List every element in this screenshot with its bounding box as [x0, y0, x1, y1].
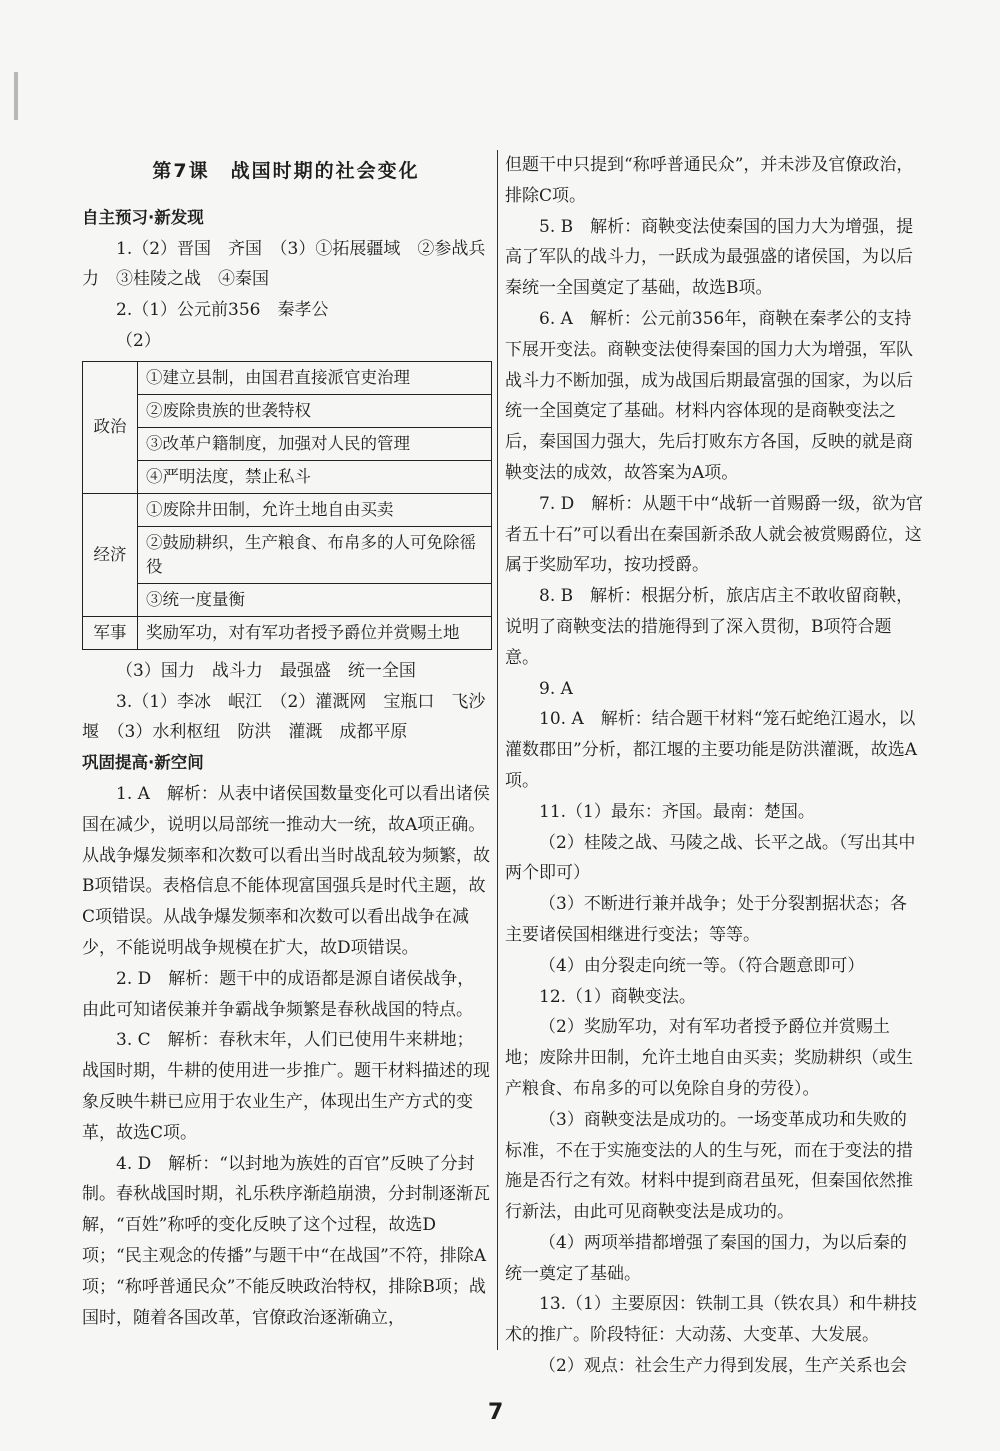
answer-paragraph: （4）由分裂走向统一等。（符合题意即可）: [539, 955, 865, 976]
scan-artifact: [14, 72, 18, 120]
lesson-title: 第7课 战国时期的社会变化: [152, 160, 420, 182]
table-cell: ④严明法度，禁止私斗: [138, 460, 492, 493]
answer-paragraph: （3）商鞅变法是成功的。一场变革成功和失败的标准，不在于实施变法的人的生与死，而在于变法的措施是否行之有效。材料中提到商君虽死，但秦国依然推行新法，由此可见商鞅变法是成功的。: [505, 1109, 913, 1223]
answer-paragraph: 12.（1）商鞅变法。: [539, 986, 696, 1007]
answer-paragraph: （2）观点：社会生产力得到发展，生产关系也会: [539, 1356, 907, 1377]
table-category-politics: 政治: [83, 361, 138, 493]
preview-answer: 2.（1）公元前356 秦孝公: [116, 300, 329, 321]
table-cell: ③统一度量衡: [138, 583, 492, 616]
table-cell: ①建立县制，由国君直接派官吏治理: [138, 361, 492, 394]
table-cell: ①废除井田制，允许土地自由买卖: [138, 493, 492, 526]
page-number: 7: [488, 1400, 504, 1425]
answer-paragraph: 10. A 解析：结合题干材料“笼石蛇绝江遏水，以灌数郡田”分析，都江堰的主要功能是防洪灌溉，故选A项。: [505, 709, 917, 791]
answer-paragraph: （3）不断进行兼并战争；处于分裂割据状态；各主要诸侯国相继进行变法；等等。: [505, 894, 907, 945]
answer-paragraph: 5. B 解析：商鞅变法使秦国的国力大为增强，提高了军队的战斗力，一跃成为最强盛的诸侯国，为以后秦统一全国奠定了基础，故选B项。: [505, 216, 914, 299]
preview-answer: 1.（2）晋国 齐国 （3）①拓展疆域 ②参战兵力 ③桂陵之战 ④秦国: [82, 238, 486, 290]
right-column: [505, 150, 923, 1382]
section-heading-consolidate: 巩固提高·新空间: [82, 753, 204, 773]
answer-paragraph: 7. D 解析：从题干中“战斩一首赐爵一级，欲为官者五十石”可以看出在秦国新杀敌人就会被赏赐爵位，这属于奖励军功，按功授爵。: [505, 493, 923, 576]
answer-paragraph: 1. A 解析：从表中诸侯国数量变化可以看出诸侯国在减少，说明以局部统一推动大一统，故A项正确。从战争爆发频率和次数可以看出当时战乱较为频繁，故B项错误。表格信息不能体现富国强兵是时代主题，故C项错误。从战争爆发频率和次数可以看出战争在减少，不能说明战争规模在扩大，故D项错误。: [82, 783, 490, 958]
reform-table: [82, 361, 492, 650]
table-category-economy: 经济: [83, 493, 138, 616]
answer-paragraph: 9. A: [539, 678, 573, 699]
table-category-military: 军事: [83, 616, 138, 649]
answer-paragraph: （2）桂陵之战、马陵之战、长平之战。（写出其中两个即可）: [505, 832, 916, 884]
answer-paragraph: 4. D 解析：“以封地为族姓的百官”反映了分封制。春秋战国时期，礼乐秩序渐趋崩溃，分封制逐渐瓦解，“百姓”称呼的变化反映了这个过程，故选D项；“民主观念的传播”与题干中“在战国”不符，排除A项；“称呼普通民众”不能反映政治特权，排除B项；战国时，随着各国改革，官僚政治逐渐确立，: [82, 1153, 490, 1328]
answer-paragraph: 2. D 解析：题干中的成语都是源自诸侯战争，由此可知诸侯兼并争霸战争频繁是春秋战国的特点。: [82, 968, 475, 1020]
answer-paragraph: 但题干中只提到“称呼普通民众”，并未涉及官僚政治，排除C项。: [505, 155, 914, 206]
table-cell: ③改革户籍制度，加强对人民的管理: [138, 427, 492, 460]
left-column: [82, 150, 490, 1333]
preview-answer: （3）国力 战斗力 最强盛 统一全国: [116, 660, 416, 681]
table-cell: 奖励军功，对有军功者授予爵位并赏赐土地: [138, 616, 492, 649]
answer-paragraph: （2）奖励军功，对有军功者授予爵位并赏赐土地；废除井田制，允许土地自由买卖；奖励耕织（或生产粮食、布帛多的可以免除自身的劳役）。: [505, 1017, 913, 1099]
answer-paragraph: 3. C 解析：春秋末年，人们已使用牛来耕地；战国时期，牛耕的使用进一步推广。题干材料描述的现象反映牛耕已应用于农业生产，体现出生产方式的变革，故选C项。: [82, 1030, 490, 1143]
column-divider: [497, 150, 498, 1350]
answer-paragraph: （4）两项举措都增强了秦国的国力，为以后秦的统一奠定了基础。: [505, 1232, 907, 1284]
table-cell: ②鼓励耕织，生产粮食、布帛多的人可免除徭役: [138, 526, 492, 583]
section-heading-preview: 自主预习·新发现: [82, 207, 204, 227]
preview-answer: 3.（1）李冰 岷江 （2）灌溉网 宝瓶口 飞沙堰 （3）水利枢纽 防洪 灌溉 成都平原: [82, 691, 486, 743]
answer-paragraph: 13.（1）主要原因：铁制工具（铁农具）和牛耕技术的推广。阶段特征：大动荡、大变革、大发展。: [505, 1294, 917, 1346]
table-cell: ②废除贵族的世袭特权: [138, 394, 492, 427]
answer-paragraph: 8. B 解析：根据分析，旅店店主不敢收留商鞅，说明了商鞅变法的措施得到了深入贯彻，B项符合题意。: [505, 586, 914, 668]
answer-paragraph: 6. A 解析：公元前356年，商鞅在秦孝公的支持下展开变法。商鞅变法使得秦国的国力大为增强，军队战斗力不断加强，成为战国后期最富强的国家，为以后统一全国奠定了基础。材料内容体现的是商鞅变法之后，秦国国力强大，先后打败东方各国，反映的就是商鞅变法的成效，故答案为A项。: [505, 308, 913, 483]
preview-answer: （2）: [116, 330, 161, 351]
answer-paragraph: 11.（1）最东：齐国。最南：楚国。: [539, 801, 815, 822]
